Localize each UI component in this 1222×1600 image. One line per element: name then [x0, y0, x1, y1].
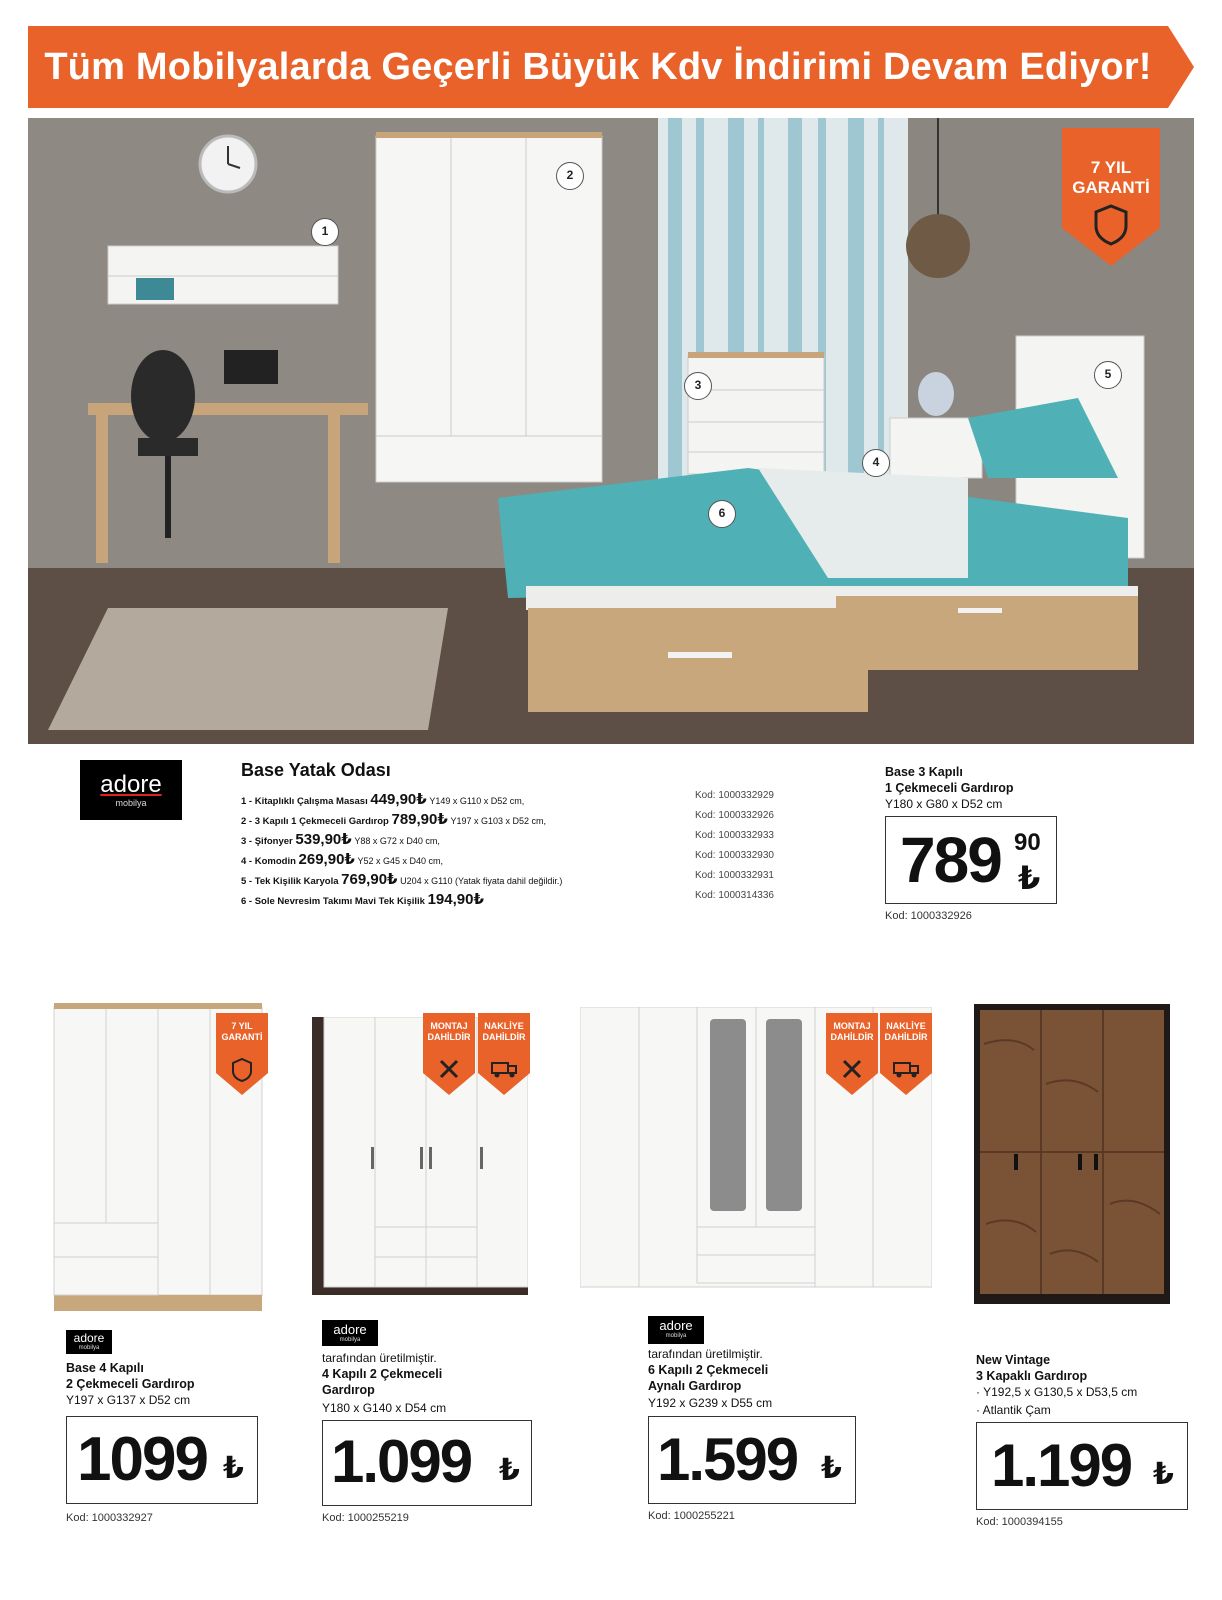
product-dims: Y192 x G239 x D55 cm — [648, 1396, 773, 1410]
product-material: · Atlantik Çam — [976, 1403, 1051, 1417]
delivery-ribbon — [880, 1013, 932, 1095]
bedroom-photo — [28, 118, 1194, 744]
callout-4: 4 — [862, 449, 890, 477]
item-code: Kod: 1000332933 — [695, 830, 774, 841]
item-code: Kod: 1000332929 — [695, 790, 774, 801]
item-code: Kod: 1000314336 — [695, 890, 774, 901]
item-dims: U204 x G110 (Yatak fiyata dahil değildir.) — [400, 876, 563, 886]
ribbon-text: NAKLİYE DAHİLDİR — [884, 1021, 928, 1042]
banner-title: Tüm Mobilyalarda Geçerli Büyük Kdv İndirimi Devam Ediyor! — [44, 46, 1152, 88]
assembly-ribbon — [826, 1013, 878, 1095]
series-item — [241, 830, 701, 850]
product-code: Kod: 1000255219 — [322, 1512, 409, 1524]
series-item — [241, 850, 701, 870]
featured-price-cents: 90 — [1014, 829, 1041, 856]
product-dims: · Y192,5 x G130,5 x D53,5 cm — [976, 1385, 1138, 1399]
warranty-badge — [1062, 128, 1160, 266]
product-currency: ₺ — [1153, 1458, 1174, 1491]
featured-currency: ₺ — [1018, 860, 1041, 896]
product-code: Kod: 1000332927 — [66, 1512, 153, 1524]
series-code-list — [695, 786, 815, 906]
brand-logo-sub: mobilya — [78, 1345, 100, 1351]
brand-logo — [80, 760, 182, 820]
product-price-box — [66, 1416, 258, 1504]
product-dims: Y197 x G137 x D52 cm — [66, 1393, 191, 1407]
item-label: 1 - Kitaplıklı Çalışma Masası — [241, 796, 368, 807]
ribbon-text: 7 YIL GARANTİ — [221, 1021, 263, 1042]
brand-logo-small — [322, 1320, 378, 1346]
brand-logo-sub: mobilya — [665, 1333, 687, 1339]
warranty-label: GARANTİ — [1072, 178, 1150, 197]
product-code: Kod: 1000394155 — [976, 1516, 1063, 1528]
callout-1: 1 — [311, 218, 339, 246]
item-code: Kod: 1000332930 — [695, 850, 774, 861]
item-price: 789,90₺ — [391, 811, 448, 828]
brand-logo-text: adore — [659, 1318, 693, 1333]
delivery-ribbon — [478, 1013, 530, 1095]
assembly-ribbon — [423, 1013, 475, 1095]
callout-3: 3 — [684, 372, 712, 400]
item-price: 194,90₺ — [427, 891, 484, 908]
maker-note: tarafından üretilmiştir. — [648, 1347, 763, 1361]
product-price-box — [322, 1420, 532, 1506]
item-price: 769,90₺ — [341, 871, 398, 888]
item-code: Kod: 1000332931 — [695, 870, 774, 881]
callout-6: 6 — [708, 500, 736, 528]
ribbon-text: NAKLİYE DAHİLDİR — [482, 1021, 526, 1042]
product-currency: ₺ — [499, 1454, 520, 1487]
brand-logo-text: adore — [333, 1322, 367, 1337]
product-code: Kod: 1000255221 — [648, 1510, 735, 1522]
item-code: Kod: 1000332926 — [695, 810, 774, 821]
item-label: 6 - Sole Nevresim Takımı Mavi Tek Kişilik — [241, 896, 425, 907]
series-item — [241, 890, 701, 910]
featured-price-box — [885, 816, 1057, 904]
item-price: 539,90₺ — [295, 831, 352, 848]
product-currency: ₺ — [223, 1452, 244, 1485]
product-name-line2: 2 Çekmeceli Gardırop — [66, 1377, 195, 1391]
item-price: 449,90₺ — [370, 791, 427, 808]
brand-logo-sub: mobilya — [339, 1337, 361, 1343]
product-name-line1: New Vintage — [976, 1353, 1051, 1367]
brand-logo-text: adore — [100, 771, 162, 798]
brand-logo-text: adore — [73, 1331, 105, 1345]
product-price: 1.099 — [331, 1428, 472, 1495]
brand-logo-sub: mobilya — [115, 798, 147, 808]
series-title: Base Yatak Odası — [241, 760, 391, 780]
featured-name-line1: Base 3 Kapılı — [885, 765, 963, 779]
item-dims: Y197 x G103 x D52 cm, — [450, 816, 546, 826]
featured-price-main: 789 — [900, 824, 1001, 896]
wardrobe-new-vintage-image — [974, 1004, 1170, 1306]
promo-banner — [28, 26, 1194, 108]
product-name-line2: 3 Kapaklı Gardırop — [976, 1369, 1088, 1383]
product-price: 1.599 — [657, 1426, 798, 1493]
brand-logo-small — [648, 1316, 704, 1344]
warranty-ribbon — [216, 1013, 268, 1095]
item-label: 3 - Şifonyer — [241, 836, 293, 847]
series-item — [241, 790, 701, 810]
brand-logo-small — [66, 1330, 112, 1354]
item-dims: Y88 x G72 x D40 cm, — [354, 836, 440, 846]
featured-code: Kod: 1000332926 — [885, 910, 972, 922]
product-name-line1: 4 Kapılı 2 Çekmeceli — [322, 1367, 443, 1381]
maker-note: tarafından üretilmiştir. — [322, 1351, 437, 1365]
product-price: 1.199 — [991, 1432, 1132, 1499]
item-price: 269,90₺ — [298, 851, 355, 868]
product-currency: ₺ — [821, 1452, 842, 1485]
product-name-line2: Aynalı Gardırop — [648, 1379, 742, 1393]
callout-5: 5 — [1094, 361, 1122, 389]
ribbon-text: MONTAJ DAHİLDİR — [830, 1021, 874, 1042]
series-item-list — [241, 790, 701, 910]
item-dims: Y149 x G110 x D52 cm, — [429, 796, 525, 806]
callout-2: 2 — [556, 162, 584, 190]
item-label: 2 - 3 Kapılı 1 Çekmeceli Gardırop — [241, 816, 389, 827]
series-item — [241, 870, 701, 890]
warranty-years: 7 YIL — [1090, 158, 1132, 177]
featured-dims: Y180 x G80 x D52 cm — [885, 797, 1003, 811]
product-price-box — [648, 1416, 856, 1504]
item-label: 5 - Tek Kişilik Karyola — [241, 876, 339, 887]
item-label: 4 - Komodin — [241, 856, 296, 867]
ribbon-text: MONTAJ DAHİLDİR — [427, 1021, 471, 1042]
product-price-box — [976, 1422, 1188, 1510]
product-name-line1: 6 Kapılı 2 Çekmeceli — [648, 1363, 769, 1377]
featured-name-line2: 1 Çekmeceli Gardırop — [885, 781, 1014, 795]
product-dims: Y180 x G140 x D54 cm — [322, 1401, 447, 1415]
product-name-line1: Base 4 Kapılı — [66, 1361, 144, 1375]
series-item — [241, 810, 701, 830]
product-price: 1099 — [77, 1425, 207, 1494]
product-name-line2: Gardırop — [322, 1383, 375, 1397]
bedroom-illustration — [28, 118, 1194, 744]
item-dims: Y52 x G45 x D40 cm, — [357, 856, 444, 866]
